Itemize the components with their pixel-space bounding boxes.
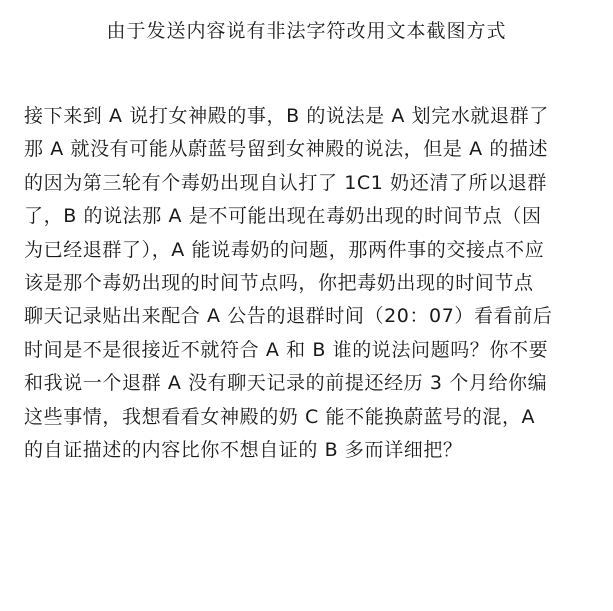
document-body [24, 100, 594, 467]
document-heading: 由于发送内容说有非法字符改用文本截图方式 [106, 20, 507, 42]
text-line: 为已经退群了），A 能说毒奶的问题，那两件事的交接点不应 [24, 238, 545, 261]
text-line: 接下来到 A 说打女神殿的事，B 的说法是 A 划完水就退群了 [24, 105, 549, 127]
text-line: 聊天记录贴出来配合 A 公告的退群时间（20：07）看看前后 [24, 305, 553, 328]
text-line: 时间是不是很接近不就符合 A 和 B 谁的说法问题吗？你不要 [24, 338, 549, 361]
text-line: 的因为第三轮有个毒奶出现自认打了 1C1 奶还清了所以退群 [24, 171, 547, 194]
text-line: 了，B 的说法那 A 是不可能出现在毒奶出现的时间节点（因 [24, 205, 542, 228]
text-line: 那 A 就没有可能从蔚蓝号留到女神殿的说法，但是 A 的描述 [24, 138, 549, 161]
text-line: 该是那个毒奶出现的时间节点吗，你把毒奶出现的时间节点 [24, 272, 534, 295]
text-line: 和我说一个退群 A 没有聊天记录的前提还经历 3 个月给你编 [24, 372, 548, 395]
text-line: 的自证描述的内容比你不想自证的 B 多而详细把？ [24, 439, 463, 462]
text-line: 这些事情，我想看看女神殿的奶 C 能不能换蔚蓝号的混，A [24, 405, 536, 428]
